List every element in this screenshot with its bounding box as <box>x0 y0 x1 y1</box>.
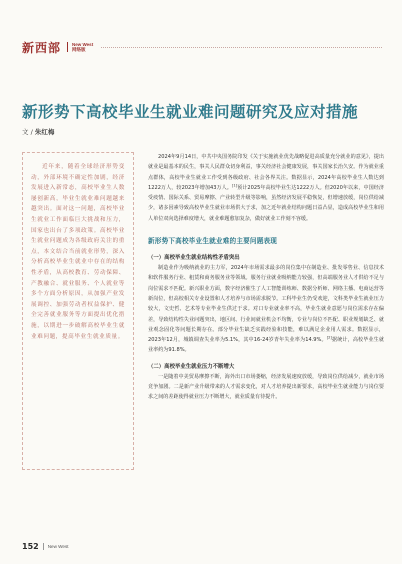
body-paragraph <box>148 263 384 356</box>
subsection-heading: （一）高校毕业生就业结构性矛盾突出 <box>148 255 240 262</box>
body-paragraph: 一是随着中美贸易摩擦不断，海外出口市场萎缩，经济发展速度放缓，导致岗位供给减少，就业市场竞争加剧。二是新产业升级带来的人才需求变化，对人才培养提出新要求，高校毕业生就业能力与岗位要求之间的差距使得就业压力不断增大，就业质量有待提升。 <box>148 373 384 401</box>
paragraph-text: 预计2025年高校毕业生达1222万人。但2020年以来，中国经济受疫情、国际关系、贸易摩擦、产业转型升级等影响，虽然经济发展平稳恢复，但增速放缓，岗位供给减少，诸多因素导致高校毕业生就业市场供大于求，加之近年就业结构问题日益凸显，造成高校毕业生和用人单位双向选择难度增大，就业难题愈加复杂，做好就业工作刻不容缓。 <box>148 184 384 222</box>
footer-magazine: New West <box>47 544 69 549</box>
article-title: 新形势下高校毕业生就业难问题研究及应对措施 <box>22 103 359 121</box>
magazine-header <box>22 40 382 54</box>
paragraph-text: 据统计，高校毕业生就业率约为91.8%。 <box>148 337 384 354</box>
page-number: 152 <box>22 542 39 551</box>
magazine-logo-en <box>67 42 93 52</box>
subsection-heading: （二）高校毕业生就业压力不断增大 <box>148 363 235 370</box>
logo-en-line1: New West <box>72 42 94 47</box>
article-body <box>148 152 384 403</box>
paragraph-text: 2024年9月14日，中共中央国务院印发《关于实施就业优先战略促进高质量充分就业的意见》，提出就业是最基本的民生，事关人民群众切身利益，事关经济社会健康发展，事关国家长治久安。作为就业重点群体，高校毕业生就业工作受到各级政府、社会各界关注。数据显示，2024年高校毕业生人数达到1222万人，较2023年增加43万人。 <box>148 154 384 191</box>
footer-divider <box>43 543 44 550</box>
author-prefix: 文 / <box>22 128 35 136</box>
logo-en-line2: 网络版 <box>72 47 86 52</box>
citation: [2] <box>326 335 332 340</box>
author-name: 朱红梅 <box>34 128 55 136</box>
header-divider <box>101 47 382 48</box>
body-paragraph <box>148 152 384 224</box>
citation: [1] <box>231 183 238 188</box>
abstract-box <box>22 152 134 470</box>
section-heading: 新形势下高校毕业生就业难的主要问题表现 <box>148 237 278 246</box>
page-footer <box>22 542 69 551</box>
article-author <box>22 127 54 136</box>
paragraph-text: 制造业作为吸纳就业的主力军，2024年市场需求最多的岗位集中在制造业、批发零售业、信息技术和软件服务行业、租赁和商务服务业等领域。服务行业就业吸纳能力较强，但高端服务业人才供给不足与岗位需求不匹配。新兴职业方面，数字经济催生了人工智能训练师、数据分析师、网络主播、电商运营等新岗位，但高校相关专业设置和人才培养与市场需求脱节。工科毕业生仍受欢迎，文科类毕业生就业压力较大，文史哲、艺术等专业毕业生供过于求。对口专业就业率不高，毕业生就业意愿与岗位需求存在偏差，导致结构性失业问题突出，地区间、行业间就业机会不均衡，专业与岗位不匹配、职业规划缺乏、就业观念固化等问题长期存在。部分毕业生缺乏实践经验和技能，难以满足企业用人需求。数据显示，2023年12月，城镇调查失业率为5.1%，其中16-24岁青年失业率为14.9%。 <box>148 265 384 344</box>
magazine-logo: 新西部 <box>22 40 62 55</box>
abstract-text: 近年来，随着全球经济形势变动，外部环境不确定性加剧，经济发展进入新常态，高校毕业生人数屡创新高，毕业生就业难问题越来越突出。面对这一问题，高校毕业生就业工作面临巨大挑战和压力，国家也出台了多项政策。高校毕业生就业问题成为各级政府关注的重点，本文结合当前就业形势，深入分析高校毕业生就业中存在的结构性矛盾，从高校教育、劳动保障、产教融合、就业服务、个人就业等多个方面分析原因，从加强产业发展调控、加强劳动者权益保护、健全完善就业服务等方面提出优化措施，以期进一步破解高校毕业生就业难问题，提高毕业生就业质量。 <box>31 164 125 340</box>
